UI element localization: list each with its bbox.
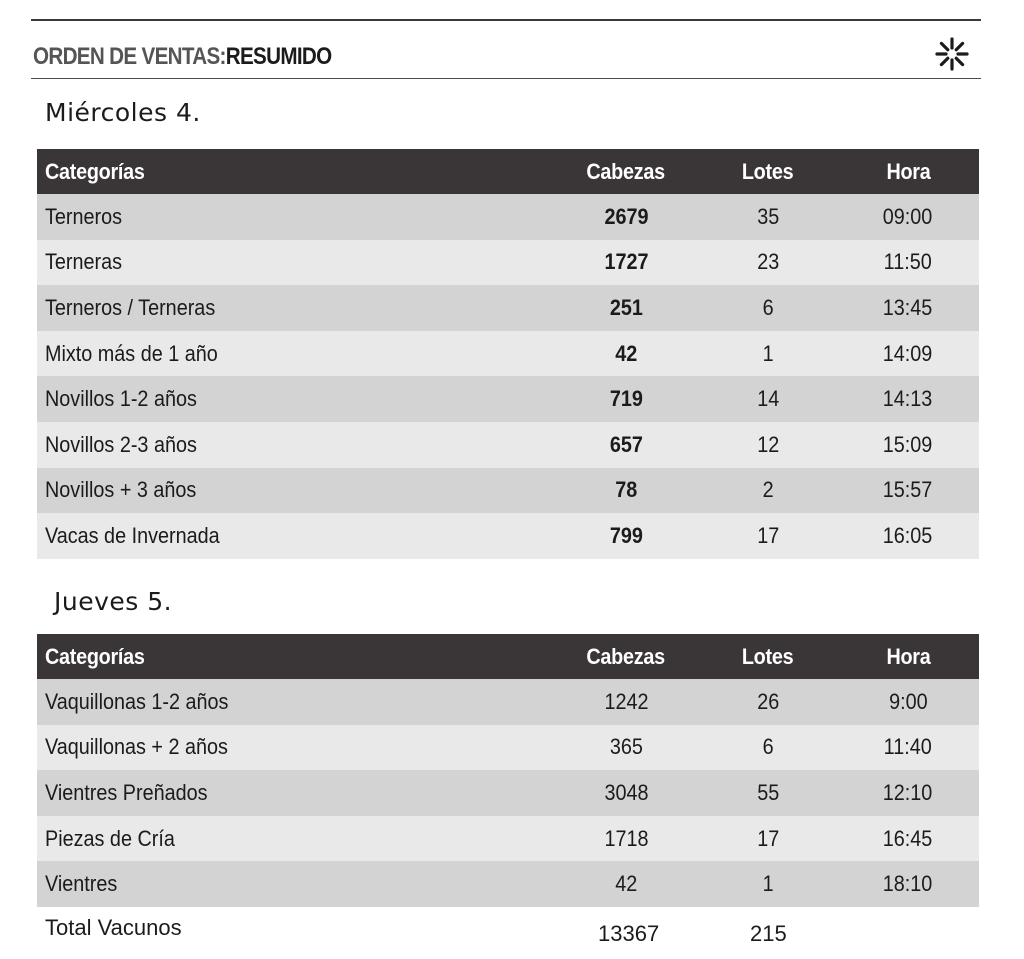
table-row [37,331,979,377]
page-title-prefix: ORDEN DE VENTAS: [33,43,226,70]
total-heads: 13367 [598,921,660,946]
column-header-heads: Cabezas [553,634,699,679]
cell-heads: 42 [553,861,699,907]
cell-heads: 2679 [553,194,699,240]
cell-heads: 1718 [553,816,699,862]
table-row [37,725,979,771]
table-row [37,376,979,422]
cell-category: Vacas de Invernada [37,513,553,559]
cell-category: Terneros [37,194,553,240]
cell-lots: 2 [699,468,837,514]
table-row [37,861,979,907]
cell-category: Vaquillonas 1-2 años [37,679,553,725]
wednesday-title: Miércoles 4. [45,98,201,127]
top-divider [31,19,981,21]
table-row [37,240,979,286]
page-title [33,43,331,71]
cell-category: Vaquillonas + 2 años [37,725,553,771]
total-lots: 215 [750,921,787,946]
page-header [33,43,979,77]
cell-heads: 657 [553,422,699,468]
cell-category: Terneros / Terneras [37,285,553,331]
cell-heads: 365 [553,725,699,771]
cell-time: 15:57 [837,468,979,514]
column-header-lots: Lotes [699,634,837,679]
cell-category: Vientres [37,861,553,907]
cell-lots: 1 [699,331,837,377]
column-header-time: Hora [837,149,979,194]
cell-lots: 55 [699,770,837,816]
cell-lots: 6 [699,285,837,331]
cell-time: 12:10 [837,770,979,816]
table-row [37,285,979,331]
cell-category: Piezas de Cría [37,816,553,862]
cell-category: Terneras [37,240,553,286]
column-header-category: Categorías [37,149,553,194]
table-header-row [37,634,979,679]
cell-heads: 42 [553,331,699,377]
cell-lots: 26 [699,679,837,725]
cell-time: 15:09 [837,422,979,468]
total-label: Total Vacunos [45,915,182,940]
page-title-suffix: RESUMIDO [225,43,332,70]
thursday-title: Jueves 5. [54,587,173,616]
column-header-time: Hora [837,634,979,679]
cell-heads: 251 [553,285,699,331]
cell-time: 09:00 [837,194,979,240]
cell-lots: 23 [699,240,837,286]
table-row [37,679,979,725]
table-row [37,816,979,862]
cell-category: Vientres Preñados [37,770,553,816]
cell-lots: 1 [699,861,837,907]
total-row [37,910,979,950]
cell-category: Novillos + 3 años [37,468,553,514]
cell-heads: 1242 [553,679,699,725]
cell-time: 16:45 [837,816,979,862]
cell-heads: 1727 [553,240,699,286]
thursday-table [37,634,979,907]
asterisk-burst-icon [935,37,969,71]
cell-category: Mixto más de 1 año [37,331,553,377]
cell-time: 14:13 [837,376,979,422]
wednesday-table [37,149,979,559]
table-row [37,513,979,559]
table-row [37,468,979,514]
cell-time: 14:09 [837,331,979,377]
table-row [37,194,979,240]
cell-lots: 17 [699,816,837,862]
column-header-heads: Cabezas [553,149,699,194]
table-row [37,422,979,468]
cell-heads: 799 [553,513,699,559]
cell-lots: 12 [699,422,837,468]
cell-heads: 719 [553,376,699,422]
cell-category: Novillos 1-2 años [37,376,553,422]
header-divider [31,78,981,79]
cell-heads: 78 [553,468,699,514]
cell-lots: 14 [699,376,837,422]
cell-time: 11:50 [837,240,979,286]
cell-lots: 6 [699,725,837,771]
column-header-category: Categorías [37,634,553,679]
cell-category: Novillos 2-3 años [37,422,553,468]
column-header-lots: Lotes [699,149,837,194]
table-header-row [37,149,979,194]
cell-time: 16:05 [837,513,979,559]
cell-time: 18:10 [837,861,979,907]
cell-time: 13:45 [837,285,979,331]
table-row [37,770,979,816]
cell-time: 11:40 [837,725,979,771]
cell-lots: 35 [699,194,837,240]
cell-time: 9:00 [837,679,979,725]
cell-heads: 3048 [553,770,699,816]
cell-lots: 17 [699,513,837,559]
